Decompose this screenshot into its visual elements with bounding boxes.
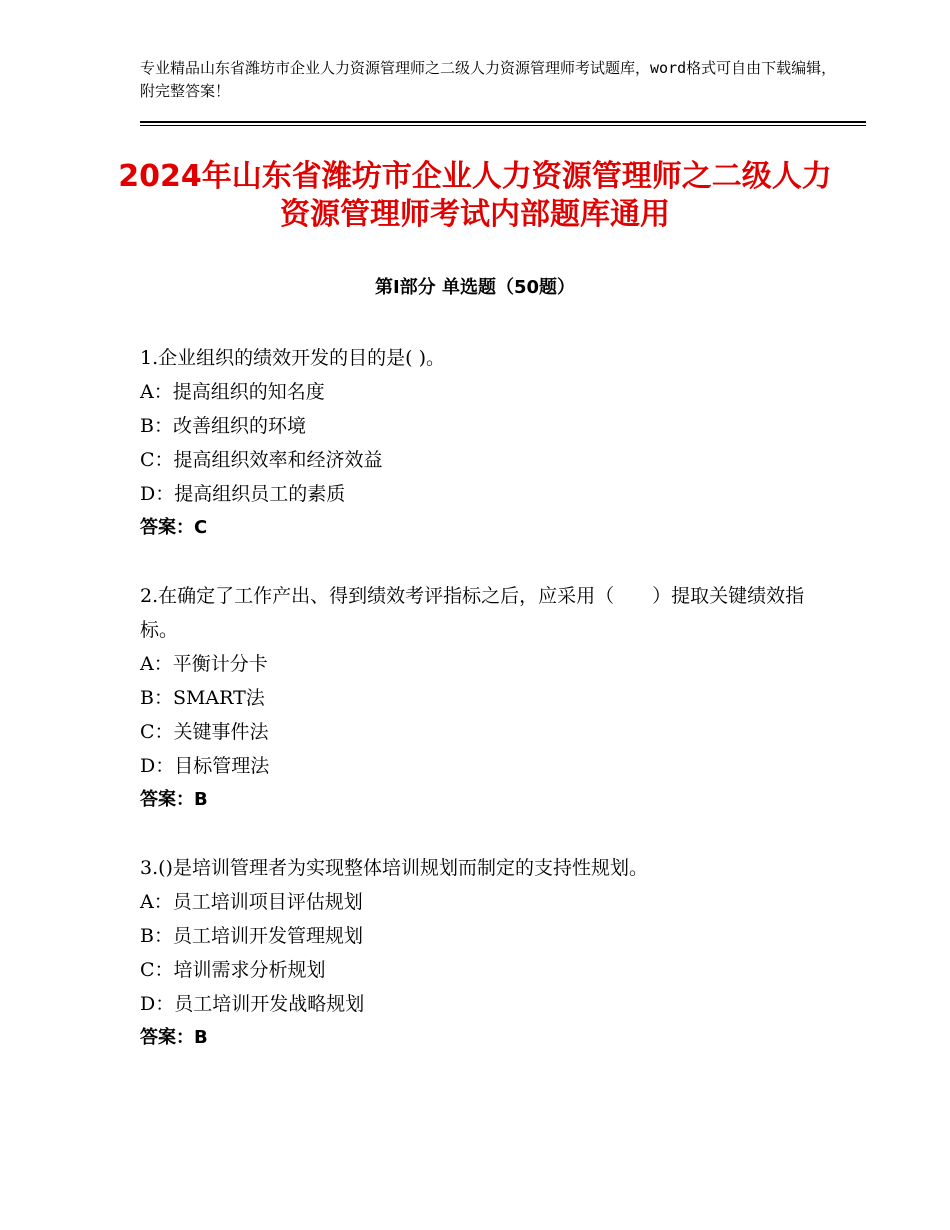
option-d: D：提高组织员工的素质 — [140, 483, 346, 505]
answer-label: 答案： — [140, 517, 194, 538]
option-c: C：关键事件法 — [140, 721, 269, 743]
option-a: A：员工培训项目评估规划 — [140, 891, 363, 913]
answer-line — [140, 1021, 820, 1055]
answer-line — [140, 511, 820, 545]
answer-label: 答案： — [140, 1027, 194, 1048]
option-b: B：SMART法 — [140, 687, 265, 709]
answer-value: B — [194, 789, 208, 810]
option-c: C：培训需求分析规划 — [140, 959, 326, 981]
option-b: B：改善组织的环境 — [140, 415, 306, 437]
section-heading: 第Ⅰ部分 单选题（50题） — [374, 277, 575, 298]
answer-label: 答案： — [140, 789, 194, 810]
answer-line — [140, 783, 820, 817]
option-a: A：提高组织的知名度 — [140, 381, 325, 403]
answer-value: B — [194, 1027, 208, 1048]
question-stem: 2.在确定了工作产出、得到绩效考评指标之后，应采用（ ）提取关键绩效指标。 — [140, 585, 805, 641]
header-rule-thin — [140, 125, 866, 126]
option-a: A：平衡计分卡 — [140, 653, 268, 675]
option-d: D：员工培训开发战略规划 — [140, 993, 365, 1015]
question-list — [140, 341, 820, 1089]
document-title: 2024年山东省潍坊市企业人力资源管理师之二级人力资源管理师考试内部题库通用 — [118, 159, 832, 232]
question-stem: 3.()是培训管理者为实现整体培训规划而制定的支持性规划。 — [140, 857, 648, 879]
answer-value: C — [194, 517, 208, 538]
option-c: C：提高组织效率和经济效益 — [140, 449, 383, 471]
question-2 — [140, 579, 820, 817]
option-b: B：员工培训开发管理规划 — [140, 925, 363, 947]
question-1 — [140, 341, 820, 545]
option-d: D：目标管理法 — [140, 755, 270, 777]
question-3 — [140, 851, 820, 1055]
header-note: 专业精品山东省潍坊市企业人力资源管理师之二级人力资源管理师考试题库，word格式可自由下载编辑，附完整答案！ — [140, 59, 837, 100]
header-rule-thick — [140, 121, 866, 123]
question-stem: 1.企业组织的绩效开发的目的是( )。 — [140, 347, 445, 369]
